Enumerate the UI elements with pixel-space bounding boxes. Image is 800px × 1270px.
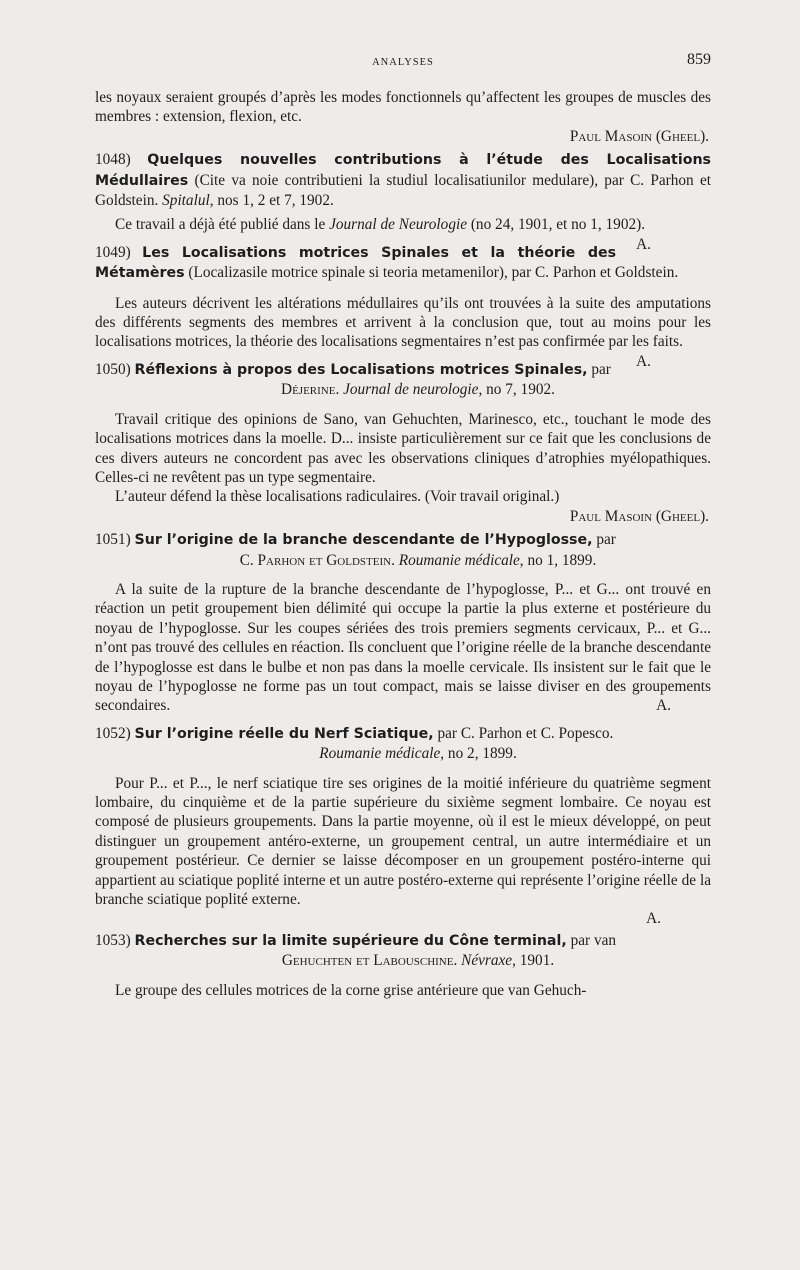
entry-1052-source <box>95 744 711 763</box>
entry-1053-source <box>95 951 711 970</box>
entry-signature: A. <box>656 697 671 715</box>
running-title: ANALYSES <box>372 57 434 68</box>
entry-subtitle: (Cite va noie contributieni la studiul localisatiunilor medulare), par C. Parhon et Goldstein. <box>95 171 711 210</box>
body-text-after: (no 24, 1901, et no 1, 1902). <box>467 216 646 234</box>
entry-journal: Roumanie médicale <box>319 745 441 763</box>
entry-number: 1052) <box>95 724 131 742</box>
entry-journal: Roumanie médicale <box>398 551 520 569</box>
entry-journal-details: , 1901. <box>512 952 555 970</box>
body-journal: Journal de Neurologie <box>329 216 468 234</box>
entry-signature: A. <box>636 352 651 370</box>
entry-title: Sur l’origine réelle du Nerf Sciatique, <box>134 725 434 742</box>
entry-journal-details: , no 2, 1899. <box>440 745 517 763</box>
entry-1050-source <box>95 380 711 399</box>
entry-1050-body: Travail critique des opinions de Sano, van Gehuchten, Marinesco, etc., touchant le mode des localisations motrices dans la moelle. D... insiste particulièrement sur ce fait que les conclusions de ces divers auteurs ne concordent pas avec les observations cliniques d’atrophies myélopathiques. Celles-ci ne revêtent pas un type segmentaire. <box>95 410 711 486</box>
body-text: Les auteurs décrivent les altérations médullaires qu’ils ont trouvées à la suite des amputations des différents segments des membres et arrivent à la conclusion que, tout au moins pour les localisations motrices, la théorie des localisations segmentaires n’est pas confirmée par les faits. <box>95 294 711 351</box>
entry-journal-details: , no 7, 1902. <box>478 381 555 399</box>
entry-signature: A. <box>646 910 661 928</box>
page-header <box>95 50 711 72</box>
entry-journal: Névraxe <box>461 952 513 970</box>
entry-par: par <box>592 531 616 549</box>
entry-number: 1050) <box>95 360 131 378</box>
entry-title: Les Localisations motrices Spinales et la théorie des Métamères <box>95 244 617 282</box>
entry-1053-body: Le groupe des cellules motrices de la corne grise antérieure que van Gehuch- <box>115 981 587 999</box>
entry-number: 1048) <box>95 151 131 169</box>
entry-1051-body <box>95 580 711 716</box>
entry-title: Recherches sur la limite supérieure du Cône terminal, <box>134 932 567 949</box>
entry-par: par van <box>566 931 617 949</box>
entry-1051-source <box>95 551 711 570</box>
entry-journal-details: , no 1, 1899. <box>519 551 597 569</box>
entry-source: Spitalul <box>162 192 210 210</box>
entry-1053-heading <box>95 931 711 951</box>
entry-1052-heading <box>95 724 711 744</box>
entry-author: C. Parhon et Goldstein. <box>239 551 399 569</box>
body-text: Ce travail a déjà été publié dans le <box>115 216 330 234</box>
entry-number: 1053) <box>95 931 131 949</box>
entry-source-details: , nos 1, 2 et 7, 1902. <box>209 192 334 210</box>
intro-signature: Paul Masoin (Gheel). <box>569 127 709 145</box>
entry-title: Quelques nouvelles contributions à l’étude des Localisations Médullaires <box>95 152 711 189</box>
entry-1052-body: Pour P... et P..., le nerf sciatique tire ses origines de la moitié inférieure du quatrième segment lombaire, du cinquième et de la partie supérieure du sixième segment lombaire. Ce noyau est composé de plusieurs groupements. Dans la partie moyenne, où il est le mieux développé, on peut distinguer un groupement antéro-externe, un groupement central, un autre intermédiaire et un groupement postérieur. Ce dernier se laisse décomposer en un groupement postéro-interne qui appartient au sciatique poplité interne et un autre postéro-externe qui représente l’origine réelle de la branche sciatique poplité externe. <box>95 774 711 909</box>
page-content <box>95 88 711 1000</box>
entry-author: Déjerine. <box>281 381 344 399</box>
entry-signature: A. <box>636 235 651 253</box>
entry-1050-body-2: L’auteur défend la thèse localisations radiculaires. (Voir travail original.) <box>115 488 560 506</box>
entry-signature: Paul Masoin (Gheel). <box>569 507 709 525</box>
entry-1048-heading <box>95 150 711 210</box>
entry-title: Sur l’origine de la branche descendante de l’Hypoglosse, <box>134 532 593 549</box>
intro-paragraph: les noyaux seraient groupés d’après les modes fonctionnels qu’affectent les groupes de muscles des membres : extension, flexion, etc. <box>95 89 711 126</box>
entry-subtitle: (Localizasile motrice spinale si teoria metamenilor), par C. Parhon et Goldstein. <box>184 264 679 282</box>
entry-par: par <box>587 360 611 378</box>
entry-number: 1049) <box>95 243 131 261</box>
page-number: 859 <box>687 51 711 68</box>
entry-authors: par C. Parhon et C. Popesco. <box>433 724 614 742</box>
entry-number: 1051) <box>95 531 131 549</box>
body-text: A la suite de la rupture de la branche descendante de l’hypoglosse, P... et G... ont trouvé en réaction un petit groupement bien délimité qui occupe la partie la plus externe et postérieure du noyau de l’hypoglosse. Sur les coupes sériées des trois premiers segments cervicaux, P... et G... n’ont pas trouvé des cellules en réaction. Ils concluent que l’origine réelle de la branche descendante de l’hypoglosse est dans le bulbe et non pas dans la moelle cervicale. Ils insistent sur le fait que le noyau de l’hypoglosse ne forme pas un tout compact, mais se laisse diviser en des groupements secondaires. <box>95 580 711 715</box>
entry-journal: Journal de neurologie <box>343 381 479 399</box>
entry-title: Réflexions à propos des Localisations motrices Spinales, <box>134 361 588 378</box>
entry-1051-heading <box>95 530 711 550</box>
entry-author: Gehuchten et Labouschine. <box>281 952 462 970</box>
